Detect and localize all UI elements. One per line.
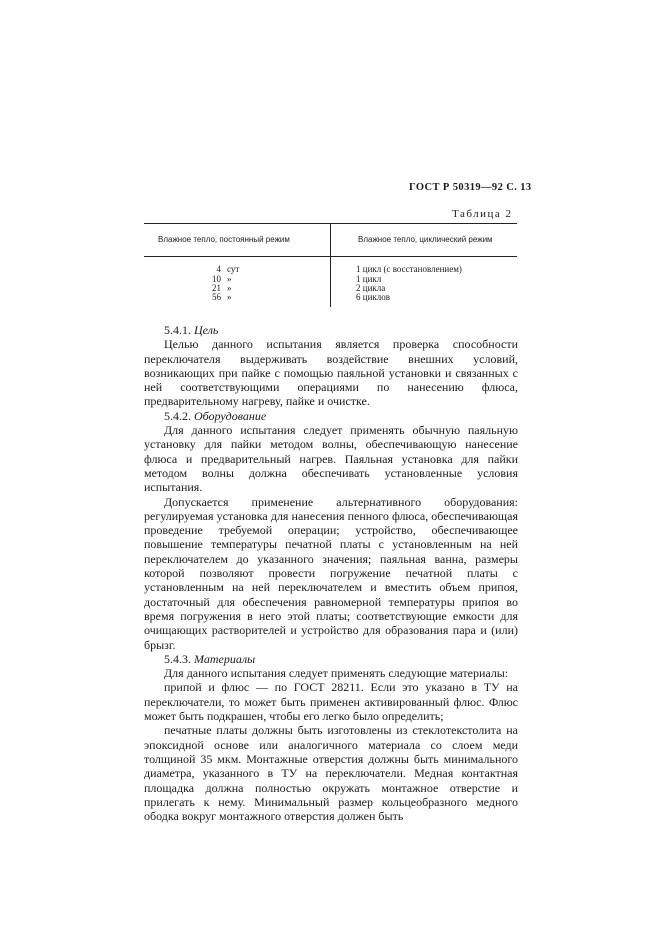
section-title: Оборудование [194,408,267,423]
table-header-right: Влажное тепло, циклический режим [358,235,493,244]
section-number: 5.4.3. [164,651,191,666]
table-cell-right: 1 цикл [356,274,382,284]
section-title: Цель [194,323,219,337]
paragraph: Для данного испытания следует применять обычную паяльную установку для пайки методом волны, обеспечивающую нанесение флюса и предварительный нагрев. Паяльная установка для пайки методом волны должна обеспечивать установленные условия испытания. [144,423,518,495]
section-number: 5.4.2. [164,408,191,423]
section-title: Материалы [194,651,256,666]
paragraph: припой и флюс — по ГОСТ 28211. Если это указано в ТУ на переключатели, то может быть применен активированный флюс. Флюс может быть подкрашен, чтобы его легко было определить; [144,680,518,724]
table-cell-num: 56 [212,292,221,302]
table-header-left: Влажное тепло, постоянный режим [158,235,290,244]
table-column-divider [330,223,331,307]
table-cell-unit: » [227,292,232,302]
section-heading-542 [144,409,518,423]
table-cell-num: 4 [216,264,221,274]
page-header: ГОСТ Р 50319—92 С. 13 [409,182,532,193]
paragraph: печатные платы должны быть изготовлены из стеклотекстолита на эпоксидной основе или аналогичного материала со слоем меди толщиной 35 мкм. Монтажные отверстия должны быть минимального диаметра, указанного в ТУ на переключатели. Медная контактная площадка должна полностью окружать монтажное отверстие и прилегать к нему. Минимальный размер кольцеобразного медного ободка вокруг монтажного отверстия должен быть [144,723,518,824]
paragraph: Для данного испытания следует применять следующие материалы: [164,666,509,681]
table-cell-num: 21 [212,283,221,293]
table-cell-right: 6 циклов [356,292,390,302]
table-cell-right: 2 цикла [356,283,386,293]
body-text [144,323,518,823]
table-cell-unit: сут [227,264,240,274]
section-heading-543 [144,652,518,666]
table-cell-left [199,264,253,274]
table-caption: Таблица 2 [452,208,513,220]
table-cell-unit: » [227,274,232,284]
section-number: 5.4.1. [164,323,191,337]
table-cell-unit: » [227,283,232,293]
table-cell-right: 1 цикл (с восстановлением) [356,264,462,274]
paragraph: Целью данного испытания является проверка способности переключателя выдерживать воздействие внешних условий, возникающих при пайке с помощью паяльной установки и связанных с ней соответствующими операциями по нанесению флюса, предварительному нагреву, пайке и очистке. [144,337,518,409]
section-heading-541 [144,323,518,337]
table-cell-left [199,292,253,302]
paragraph: Допускается применение альтернативного оборудования: регулируемая установка для нанесения пенного флюса, обеспечивающая проведение требуемой операции; устройство, обеспечивающее повышение температуры печатной платы с установленным на ней переключателем до указанного значения; паяльная ванна, размеры которой позволяют провести погружение печатной платы с установленным на ней переключателем и вместить объем припоя, достаточный для обеспечения равномерной температуры припоя во время погружения в него этой платы; соответствующие емкости для очищающих растворителей и устройство для образования пара и (или) брызг. [144,494,518,652]
table-cell-num: 10 [212,274,221,284]
